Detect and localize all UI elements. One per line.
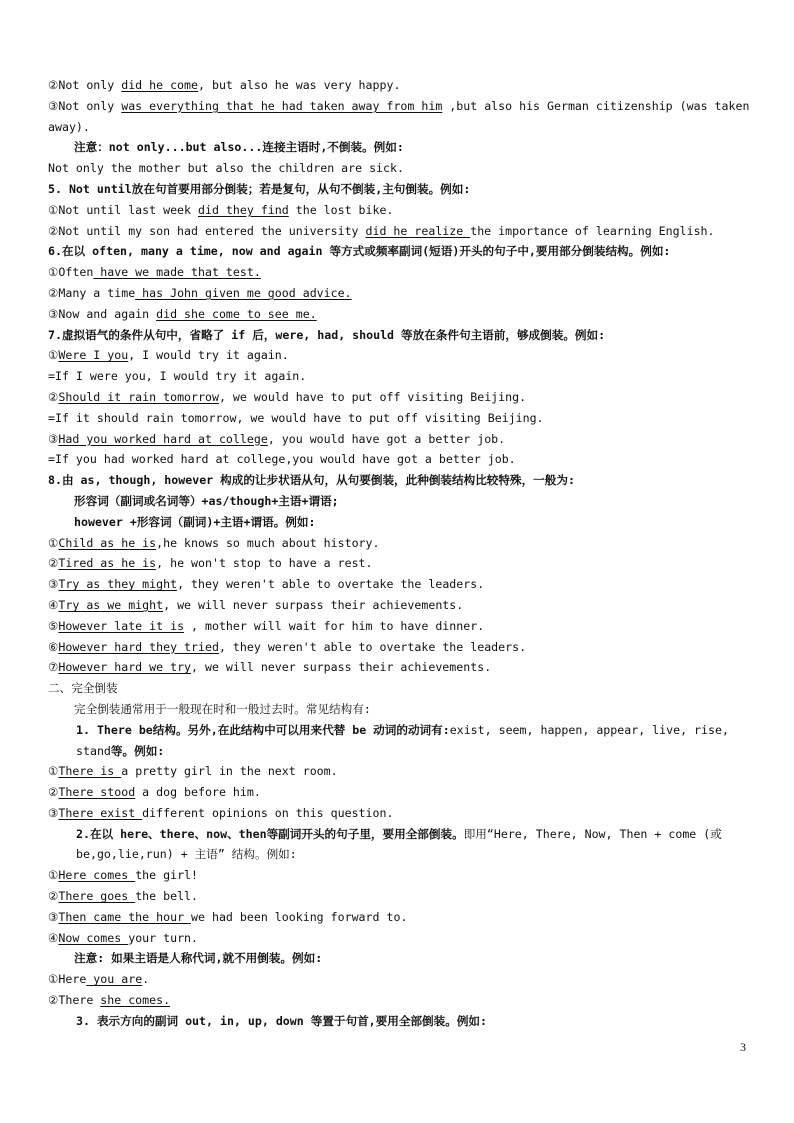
text-segment: ①	[48, 868, 59, 883]
note-line	[48, 137, 760, 158]
text-segment: a pretty girl in the next room.	[121, 764, 338, 779]
underlined-phrase: she comes.	[100, 993, 171, 1008]
underlined-phrase: did they find	[198, 202, 289, 217]
example-line	[48, 533, 760, 554]
text-segment: the girl!	[135, 868, 199, 883]
text-segment: ①	[48, 348, 59, 363]
text-segment: ②	[48, 556, 59, 571]
underlined-phrase: Here comes	[58, 868, 136, 883]
text-segment: ①	[48, 535, 59, 550]
text-segment: ③	[48, 909, 59, 924]
underlined-phrase: There goes	[58, 889, 136, 904]
underlined-phrase: However hard we try	[58, 660, 192, 675]
example-line	[48, 886, 760, 907]
text-segment: ⑦	[48, 660, 59, 675]
text-segment: 7.虚拟语气的条件从句中，省略了 if 后，were, had, should 等放在条件句主语前，够成倒装。例如:	[48, 327, 606, 342]
text-segment: we had been looking forward to.	[191, 909, 408, 924]
text-segment: ②Not only	[48, 78, 122, 92]
example-line	[48, 928, 760, 949]
document-body	[48, 75, 760, 1032]
text-segment: 8.由 as, though, however 构成的让步状语从句，从句要倒装，此种倒装结构比较特殊，一般为:	[48, 473, 575, 488]
example-line	[48, 200, 760, 221]
rule-heading	[48, 179, 760, 200]
example-line	[48, 449, 760, 470]
underlined-phrase: have we made that test.	[93, 265, 261, 280]
text-segment: 6.在以 often, many a time, now and again 等方式或频率副词(短语)开头的句子中,要用部分倒装结构。例如:	[48, 244, 671, 259]
example-line	[48, 990, 760, 1011]
example-line	[48, 865, 760, 886]
rule-heading	[48, 325, 760, 346]
text-segment: ⑥	[48, 639, 59, 654]
example-line	[48, 803, 760, 824]
underlined-phrase: did he come	[121, 78, 198, 92]
text-segment: 注意：	[74, 140, 109, 155]
text-segment: , we would have to put off visiting Beijing.	[218, 389, 527, 404]
text-segment: 等。例如:	[110, 743, 165, 758]
example-line	[48, 637, 760, 658]
underlined-phrase: has John given me good advice.	[135, 285, 352, 300]
underlined-phrase: did she come to see me.	[156, 306, 317, 321]
text-segment: ③	[48, 431, 59, 446]
underlined-phrase: There stood	[58, 785, 136, 800]
example-line	[48, 75, 760, 96]
example-line	[48, 553, 760, 574]
formula-line	[48, 512, 760, 533]
text-segment: .	[142, 972, 150, 987]
text-segment: ③Not only	[48, 98, 122, 113]
example-line	[48, 782, 760, 803]
underlined-phrase: did he realize	[365, 223, 471, 238]
text-segment: ②	[48, 785, 59, 800]
text-segment: 3. 表示方向的副词 out, in, up, down 等置于句首,要用全部倒装。例如:	[76, 1013, 487, 1028]
text-segment: ②Not until my son had entered the university	[48, 223, 366, 238]
text-segment: 形容词（副词或名词等）+as/though+主语+谓语;	[74, 493, 339, 508]
underlined-phrase: Tired as he is	[58, 556, 157, 571]
formula-line	[48, 491, 760, 512]
underlined-phrase: Were I you	[58, 348, 129, 363]
text-segment: the importance of learning English.	[470, 223, 715, 238]
text-segment: ③Now and again	[48, 306, 157, 321]
text-segment: , mother will wait for him to have dinner.	[184, 618, 485, 633]
text-segment: ③	[48, 577, 59, 592]
text-segment: Not only the mother but also the children are sick.	[48, 161, 404, 176]
rule-heading	[48, 720, 760, 762]
text-segment: , you would have got a better job.	[267, 431, 506, 446]
example-line	[48, 595, 760, 616]
text-segment: , they weren't able to overtake the leaders.	[177, 577, 485, 592]
text-segment: 注意: 如果主语是人称代词,就不用倒装。例如:	[74, 951, 323, 966]
text-segment: ②	[48, 889, 59, 904]
text-segment: ③	[48, 805, 59, 820]
text-segment: ,he knows so much about history.	[156, 535, 380, 550]
page-number: 3	[740, 1040, 746, 1054]
text-segment: 5. Not until	[48, 181, 132, 196]
text-segment: 即用“Here, There, Now, Then + come (或be,go,lie,run) + 主语” 结构。例如:	[76, 826, 722, 862]
text-segment: , he won't stop to have a rest.	[156, 556, 373, 571]
text-segment: 2.在以 here、there、now、then等副词开头的句子里，要用全部倒装。	[76, 826, 464, 841]
text-segment: ①Here	[48, 972, 87, 987]
example-line	[48, 366, 760, 387]
example-line	[48, 429, 760, 450]
text-segment: , we will never surpass their achievements.	[163, 597, 464, 612]
text-segment: ①	[48, 764, 59, 779]
text-segment: 二、完全倒装	[48, 681, 118, 696]
note-line	[48, 948, 760, 969]
example-line	[48, 158, 760, 179]
text-segment: ①Often	[48, 265, 94, 280]
text-segment: 连接主语时,不倒装。例如:	[262, 140, 404, 155]
text-segment: =If it should rain tomorrow, we would have to put off visiting Beijing.	[48, 410, 544, 425]
underlined-phrase: Child as he is	[58, 535, 157, 550]
underlined-phrase: However late it is	[58, 618, 185, 633]
example-line	[48, 616, 760, 637]
underlined-phrase: you are	[86, 972, 143, 987]
example-line	[48, 304, 760, 325]
text-segment: a dog before him.	[135, 785, 261, 800]
text-segment: ④	[48, 597, 59, 612]
example-line	[48, 907, 760, 928]
text-segment: , they weren't able to overtake the leaders.	[218, 639, 527, 654]
rule-heading	[48, 470, 760, 491]
text-segment: ②	[48, 389, 59, 404]
example-line	[48, 657, 760, 678]
text-segment: , I would try it again.	[128, 348, 289, 363]
example-line	[48, 283, 760, 304]
underlined-phrase: Try as they might	[58, 577, 178, 592]
underlined-phrase: Try as we might	[58, 597, 164, 612]
example-line	[48, 262, 760, 283]
example-line	[48, 761, 760, 782]
text-segment: exist, seem, happen, appear, live, rise, stand	[76, 722, 729, 758]
paragraph-line	[48, 699, 760, 720]
text-segment: ②There	[48, 993, 101, 1008]
text-segment: ①Not until last week	[48, 202, 198, 217]
text-segment: different opinions on this question.	[142, 805, 394, 820]
underlined-phrase: However hard they tried	[58, 639, 219, 654]
rule-heading	[48, 824, 760, 866]
example-line	[48, 221, 760, 242]
text-segment: 完全倒装通常用于一般现在时和一般过去时。常见结构有:	[74, 701, 371, 716]
example-line	[48, 345, 760, 366]
text-segment: =If you had worked hard at college,you would have got a better job.	[48, 452, 516, 467]
text-segment: not only...but also...	[108, 140, 263, 155]
example-line	[48, 96, 760, 138]
underlined-phrase: There is	[58, 764, 122, 779]
underlined-phrase: Then came the hour	[58, 909, 192, 924]
example-line	[48, 408, 760, 429]
section-heading	[48, 678, 760, 699]
underlined-phrase: was everything that he had taken away from him	[121, 98, 443, 113]
rule-heading	[48, 241, 760, 262]
text-segment: the bell.	[135, 889, 199, 904]
text-segment: the lost bike.	[288, 202, 394, 217]
text-segment: , but also he was very happy.	[198, 78, 401, 92]
text-segment: your turn.	[128, 930, 199, 945]
text-segment: 放在句首要用部分倒装；若是复句，从句不倒装,主句倒装。例如:	[131, 181, 471, 196]
text-segment: , we will never surpass their achievements.	[191, 660, 492, 675]
rule-heading	[48, 1011, 760, 1032]
underlined-phrase: Should it rain tomorrow	[58, 389, 219, 404]
text-segment: =If I were you, I would try it again.	[48, 369, 307, 384]
text-segment: ,but also his German citizenship (was taken away).	[48, 98, 750, 134]
text-segment: 1. There be结构。另外,在此结构中可以用来代替 be 动词的动词有:	[76, 722, 450, 737]
underlined-phrase: Now comes	[58, 930, 129, 945]
example-line	[48, 387, 760, 408]
text-segment: ②Many a time	[48, 285, 136, 300]
underlined-phrase: Had you worked hard at college	[58, 431, 268, 446]
text-segment: ④	[48, 930, 59, 945]
text-segment: ⑤	[48, 618, 59, 633]
text-segment: however +形容词（副词)+主语+谓语。例如:	[74, 514, 316, 529]
underlined-phrase: There exist	[58, 805, 143, 820]
example-line	[48, 574, 760, 595]
example-line	[48, 969, 760, 990]
